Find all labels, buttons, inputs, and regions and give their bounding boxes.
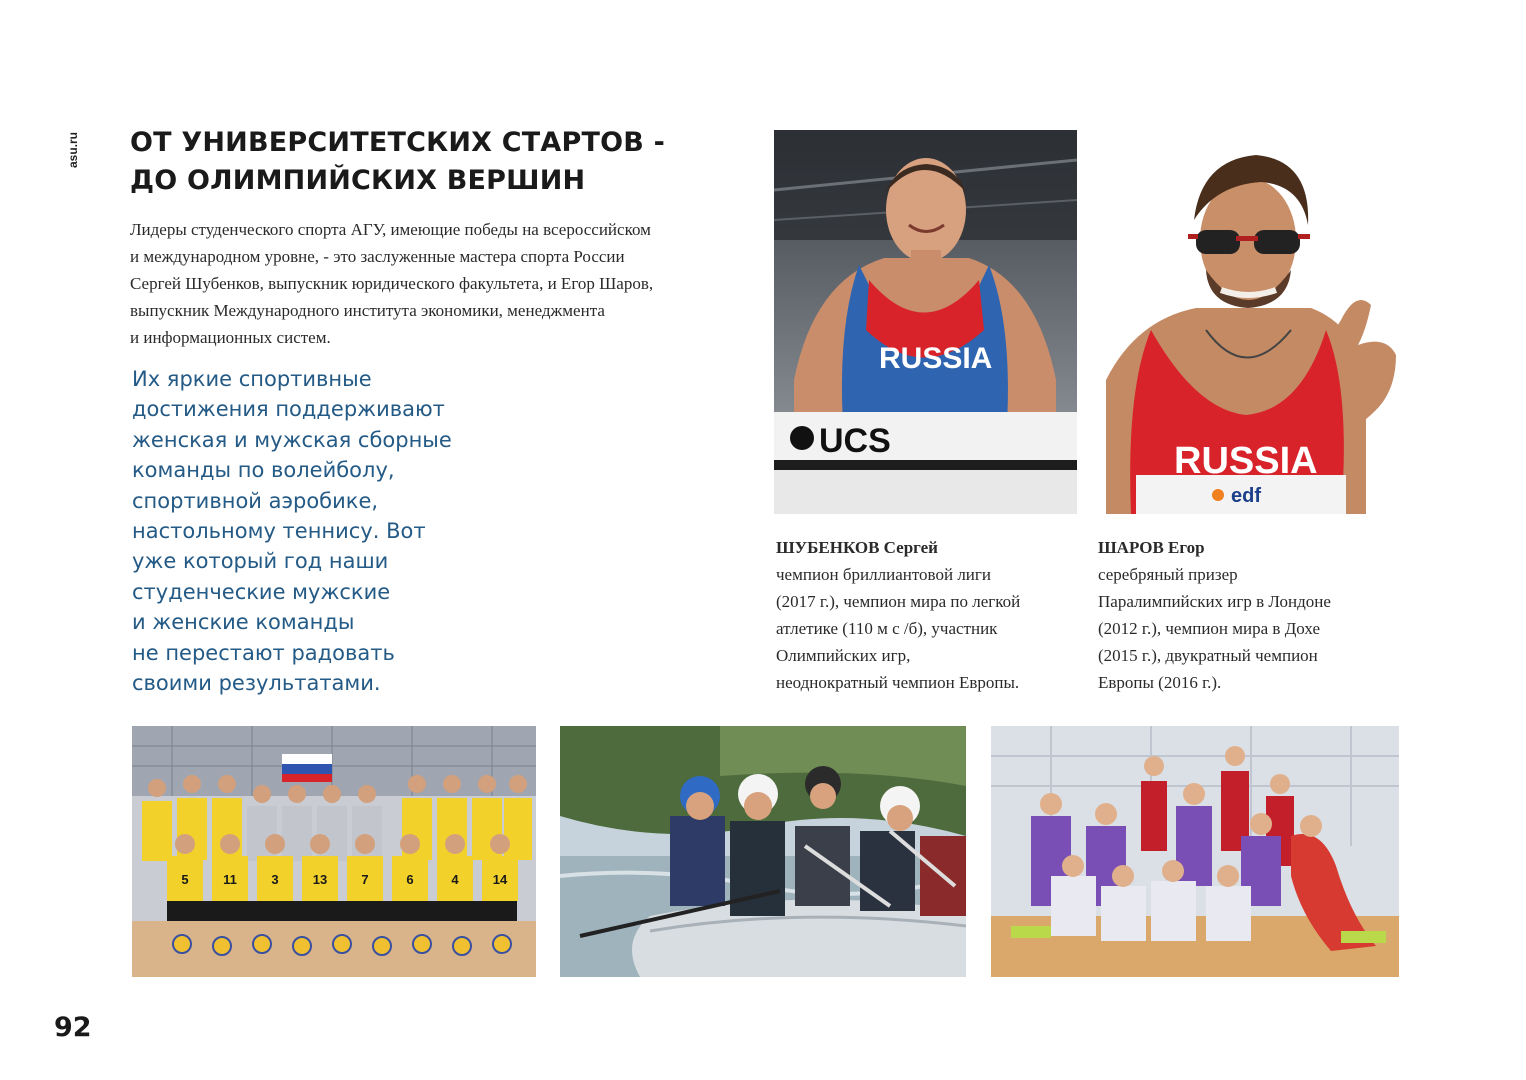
quote-line: уже который год наши (132, 549, 389, 574)
quote-line: команды по волейболу, (132, 458, 395, 483)
intro-line: и информационных систем. (130, 328, 331, 347)
title-line: ДО ОЛИМПИЙСКИХ ВЕРШИН (130, 165, 586, 196)
shirt-text: RUSSIA (879, 342, 993, 375)
athlete-achievement-line: (2015 г.), двукратный чемпион (1098, 646, 1318, 665)
athlete-achievement-line: Европы (2016 г.). (1098, 673, 1222, 692)
intro-line: Сергей Шубенков, выпускник юридического факультета, и Егор Шаров, (130, 274, 654, 293)
intro-line: выпускник Международного института экономики, менеджмента (130, 301, 605, 320)
page-title (130, 124, 665, 200)
sharov-caption (1098, 534, 1398, 696)
athlete-achievement-line: серебряный призер (1098, 565, 1238, 584)
volleyball-team-photo (132, 726, 536, 977)
jersey-number: 5 (181, 872, 189, 887)
intro-paragraph (130, 216, 760, 351)
title-line: ОТ УНИВЕРСИТЕТСКИХ СТАРТОВ - (130, 127, 666, 158)
sponsor-text: edf (1231, 485, 1261, 507)
side-url (62, 130, 84, 170)
shubenkov-caption (776, 534, 1076, 696)
jersey-number: 4 (451, 872, 459, 887)
athlete-achievement-line: (2012 г.), чемпион мира в Дохе (1098, 619, 1320, 638)
athlete-achievement-line: чемпион бриллиантовой лиги (776, 565, 991, 584)
aerobics-team-photo (991, 726, 1399, 977)
page-number: 92 (54, 1012, 92, 1043)
quote-line: Их яркие спортивные (132, 367, 372, 391)
athlete-achievement-line: атлетике (110 м с /б), участник (776, 619, 998, 638)
side-url-text: asu.ru (66, 131, 81, 169)
shubenkov-photo (774, 130, 1077, 514)
athlete-name: ШАРОВ Егор (1098, 538, 1205, 557)
banner-text: UCS (819, 422, 891, 460)
jersey-number: 3 (271, 872, 279, 887)
athlete-achievement-line: (2017 г.), чемпион мира по легкой (776, 592, 1021, 611)
athlete-achievement-line: Паралимпийских игр в Лондоне (1098, 592, 1331, 611)
intro-line: и международном уровне, - это заслуженные мастера спорта России (130, 247, 625, 266)
pull-quote (132, 364, 472, 698)
quote-line: женская и мужская сборные (132, 427, 452, 452)
athlete-achievement-line: неоднократный чемпион Европы. (776, 673, 1020, 692)
jersey-number: 11 (223, 872, 237, 887)
quote-line: не перестают радовать (132, 640, 395, 665)
jersey-number: 7 (361, 872, 369, 887)
quote-line: спортивной аэробике, (132, 488, 379, 513)
quote-line: настольному теннису. Вот (132, 519, 426, 544)
shirt-text: RUSSIA (1174, 440, 1318, 482)
quote-line: достижения поддерживают (132, 397, 445, 422)
quote-line: своими результатами. (132, 671, 381, 696)
sharov-photo (1096, 130, 1399, 514)
quote-line: студенческие мужские (132, 579, 391, 604)
intro-line: Лидеры студенческого спорта АГУ, имеющие победы на всероссийском (130, 220, 651, 239)
athlete-name: ШУБЕНКОВ Сергей (776, 538, 938, 557)
jersey-number: 14 (492, 872, 508, 887)
jersey-number: 13 (312, 872, 328, 887)
quote-line: и женские команды (132, 610, 355, 635)
athlete-achievement-line: Олимпийских игр, (776, 646, 911, 665)
jersey-number: 6 (406, 872, 414, 887)
rafting-photo (560, 726, 966, 977)
